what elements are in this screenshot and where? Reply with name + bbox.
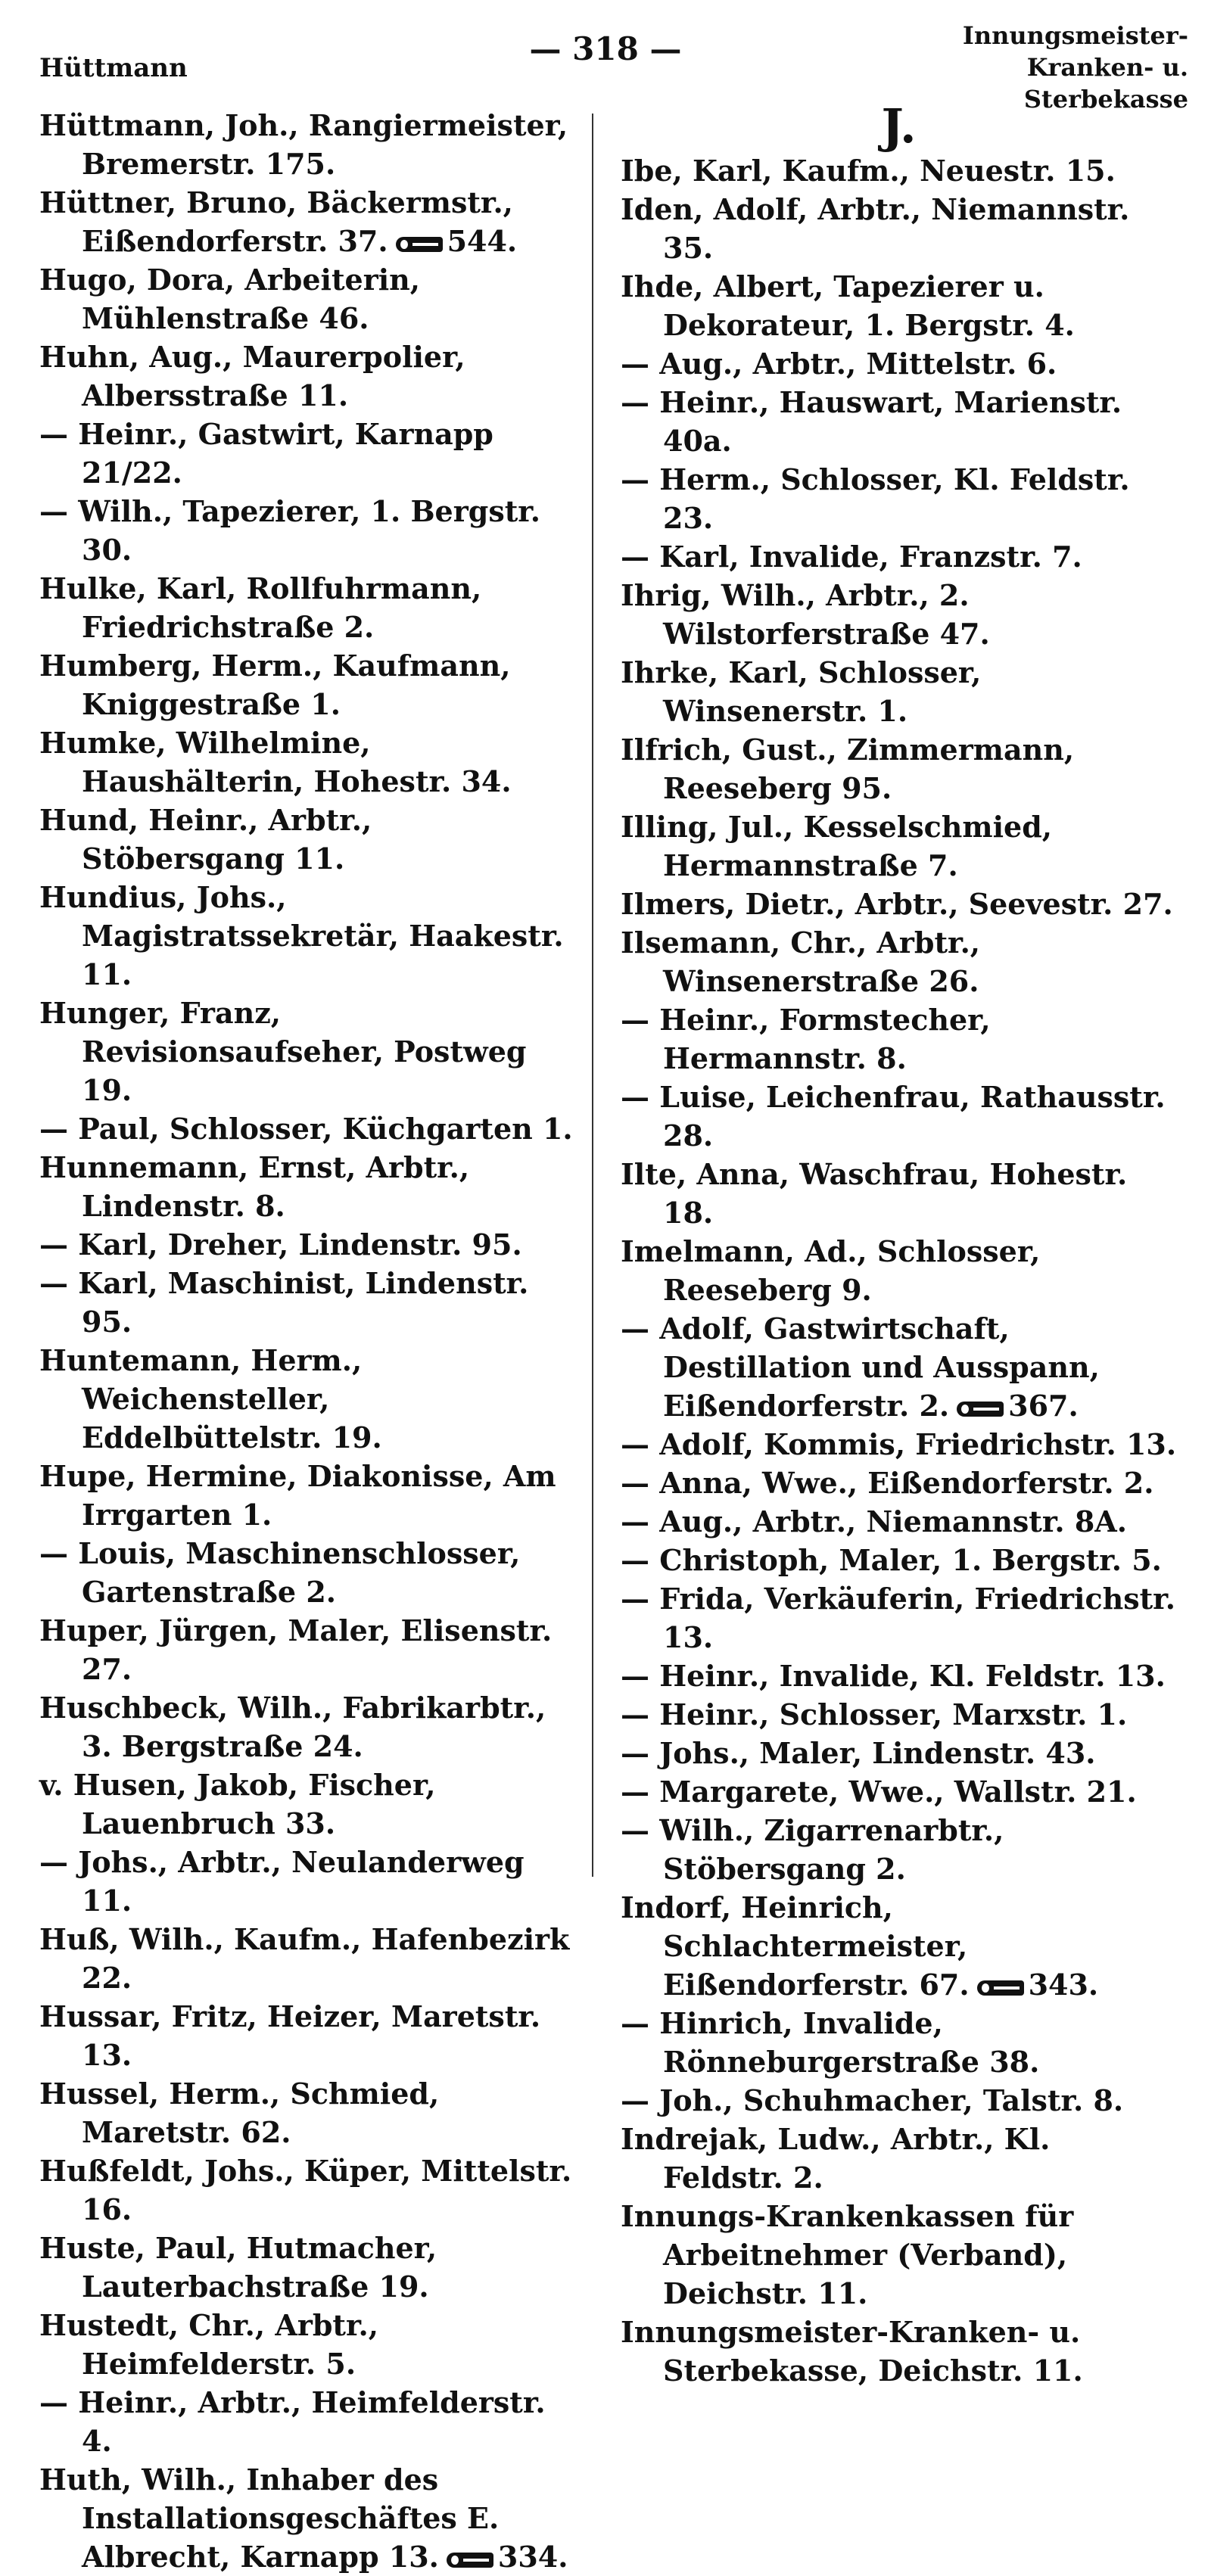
entry-text: Ihrke, Karl, Schlosser, Winsenerstr. 1. (621, 655, 982, 728)
directory-entry (39, 1688, 578, 1766)
directory-entry (621, 807, 1177, 885)
entry-text: — Karl, Invalide, Franzstr. 7. (621, 540, 1082, 574)
directory-entry (39, 1457, 578, 1534)
directory-entry (621, 1811, 1177, 1888)
directory-entry (621, 383, 1177, 460)
entry-text: Ilfrich, Gust., Zimmermann, Reeseberg 95. (621, 733, 1075, 805)
entry-text: Huper, Jürgen, Maler, Elisenstr. 27. (39, 1613, 553, 1686)
entry-text: Ilmers, Dietr., Arbtr., Seevestr. 27. (621, 887, 1173, 921)
directory-entry (621, 344, 1177, 383)
directory-entry (39, 106, 578, 183)
directory-entry (621, 1232, 1177, 1309)
entry-text: Huste, Paul, Hutmacher, Lauterbachstraße 19. (39, 2231, 437, 2304)
entry-text: — Louis, Maschinenschlosser, Gartenstraße 2. (39, 1536, 521, 1609)
entry-text: — Heinr., Gastwirt, Karnapp 21/22. (39, 417, 493, 490)
entry-text: Hüttmann, Joh., Rangiermeister, Bremerstr. 175. (39, 108, 568, 181)
entry-text: Hußfeldt, Johs., Küper, Mittelstr. 16. (39, 2154, 572, 2226)
entry-text: — Johs., Arbtr., Neulanderweg 11. (39, 1845, 525, 1918)
directory-entry (621, 1309, 1177, 1425)
directory-entry (39, 1766, 578, 1843)
entry-text: Hundius, Johs., Magistratssekretär, Haakestr. 11. (39, 880, 564, 991)
directory-entry (621, 2004, 1177, 2081)
directory-entry (39, 723, 578, 801)
entry-text: — Karl, Maschinist, Lindenstr. 95. (39, 1266, 529, 1339)
phone-number: 334. (497, 2540, 568, 2574)
directory-entry (39, 878, 578, 994)
directory-entry (621, 1078, 1177, 1155)
directory-entry (39, 994, 578, 1109)
entry-text: Hustedt, Chr., Arbtr., Heimfelderstr. 5. (39, 2308, 378, 2381)
directory-entry (621, 190, 1177, 267)
directory-entry (39, 1997, 578, 2074)
directory-entry (39, 2460, 578, 2576)
entry-text: — Aug., Arbtr., Mittelstr. 6. (621, 347, 1057, 381)
directory-entry (39, 646, 578, 723)
section-letter: J. (881, 98, 917, 154)
entry-text: Hussar, Fritz, Heizer, Maretstr. 13. (39, 1999, 541, 2072)
directory-entry (39, 1225, 578, 1264)
entry-text: Ilsemann, Chr., Arbtr., Winsenerstraße 26. (621, 926, 981, 998)
entry-text: — Christoph, Maler, 1. Bergstr. 5. (621, 1543, 1162, 1577)
directory-entry (39, 1534, 578, 1611)
entry-text: Huntemann, Herm., Weichensteller, Eddelbüttelstr. 19. (39, 1343, 382, 1454)
directory-entry (621, 1502, 1177, 1541)
entry-text: Ihrig, Wilh., Arbtr., 2. Wilstorferstraße 47. (621, 578, 990, 651)
entry-text: Humke, Wilhelmine, Haushälterin, Hohestr. 34. (39, 726, 512, 798)
entry-text: — Karl, Dreher, Lindenstr. 95. (39, 1227, 522, 1262)
directory-entry (39, 2074, 578, 2151)
entry-text: — Hinrich, Invalide, Rönneburgerstraße 38. (621, 2006, 1040, 2079)
entry-text: Hulke, Karl, Rollfuhrmann, Friedrichstraße 2. (39, 571, 482, 644)
telephone-icon (977, 1980, 1024, 1996)
entry-text: Humberg, Herm., Kaufmann, Kniggestraße 1. (39, 649, 511, 721)
entry-text: — Heinr., Hauswart, Marienstr. 40a. (621, 385, 1122, 458)
directory-entry (621, 1000, 1177, 1078)
directory-entry (621, 576, 1177, 653)
entry-text: Imelmann, Ad., Schlosser, Reeseberg 9. (621, 1234, 1041, 1307)
directory-entry (39, 1264, 578, 1341)
entry-text: Ibe, Karl, Kaufm., Neuestr. 15. (621, 154, 1116, 188)
entry-text: — Aug., Arbtr., Niemannstr. 8A. (621, 1504, 1127, 1538)
entry-text: Hunger, Franz, Revisionsaufseher, Postweg 19. (39, 996, 527, 1107)
entry-text: v. Husen, Jakob, Fischer, Lauenbruch 33. (39, 1768, 436, 1840)
directory-entry (39, 260, 578, 338)
directory-entry (39, 2151, 578, 2229)
directory-entry (39, 1109, 578, 1148)
right-column-entries (621, 151, 1177, 2390)
entry-text: Hugo, Dora, Arbeiterin, Mühlenstraße 46. (39, 263, 421, 335)
telephone-icon (957, 1402, 1004, 1417)
directory-entry (621, 267, 1177, 344)
telephone-icon (396, 237, 443, 252)
phone-number: 343. (1028, 1968, 1099, 2002)
directory-entry (39, 183, 578, 260)
entry-text: — Wilh., Zigarrenarbtr., Stöbersgang 2. (621, 1813, 1004, 1886)
entry-text: — Adolf, Kommis, Friedrichstr. 13. (621, 1427, 1177, 1461)
directory-entry (621, 2081, 1177, 2120)
directory-entry (621, 2120, 1177, 2197)
entry-text: — Margarete, Wwe., Wallstr. 21. (621, 1775, 1137, 1809)
entry-text: — Frida, Verkäuferin, Friedrichstr. 13. (621, 1582, 1175, 1654)
entry-text: — Anna, Wwe., Eißendorferstr. 2. (621, 1466, 1154, 1500)
directory-entry (621, 2197, 1177, 2313)
entry-text: — Heinr., Invalide, Kl. Feldstr. 13. (621, 1659, 1166, 1693)
running-head-right-line1: Innungsmeister- (962, 21, 1188, 50)
entry-text: — Joh., Schuhmacher, Talstr. 8. (621, 2083, 1124, 2117)
directory-entry (39, 1843, 578, 1920)
entry-text: — Paul, Schlosser, Küchgarten 1. (39, 1112, 573, 1146)
entry-text: Indorf, Heinrich, Schlachtermeister, Eißendorferstr. 67. (621, 1890, 970, 2002)
directory-entry (39, 1611, 578, 1688)
directory-entry (621, 1541, 1177, 1579)
entry-text: Huhn, Aug., Maurerpolier, Albersstraße 11. (39, 340, 465, 412)
directory-entry (621, 1772, 1177, 1811)
entry-text: Ihde, Albert, Tapezierer u. Dekorateur, 1. Bergstr. 4. (621, 269, 1075, 342)
directory-entry (621, 885, 1177, 923)
entry-text: — Johs., Maler, Lindenstr. 43. (621, 1736, 1096, 1770)
directory-entry (621, 537, 1177, 576)
directory-entry (39, 338, 578, 415)
directory-entry (621, 1695, 1177, 1734)
directory-entry (621, 1425, 1177, 1464)
entry-text: — Luise, Leichenfrau, Rathausstr. 28. (621, 1080, 1166, 1153)
page-number: — 318 — (529, 30, 682, 67)
directory-entry (39, 2229, 578, 2306)
entry-text: — Heinr., Arbtr., Heimfelderstr. 4. (39, 2385, 546, 2458)
entry-text: Huschbeck, Wilh., Fabrikarbtr., 3. Bergstraße 24. (39, 1691, 546, 1763)
entry-text: Ilte, Anna, Waschfrau, Hohestr. 18. (621, 1157, 1128, 1230)
entry-text: Innungsmeister-Kranken- u. Sterbekasse, Deichstr. 11. (621, 2315, 1083, 2388)
left-column (39, 106, 578, 2576)
directory-entry (39, 801, 578, 878)
directory-entry (39, 1920, 578, 1997)
directory-entry (621, 151, 1177, 190)
entry-text: Huth, Wilh., Inhaber des Installationsgeschäftes E. Albrecht, Karnapp 13. (39, 2462, 500, 2574)
directory-entry (621, 923, 1177, 1000)
entry-text: Hussel, Herm., Schmied, Maretstr. 62. (39, 2077, 440, 2149)
directory-entry (39, 1148, 578, 1225)
telephone-icon (447, 2553, 493, 2568)
entry-text: — Herm., Schlosser, Kl. Feldstr. 23. (621, 462, 1130, 535)
directory-entry (621, 1464, 1177, 1502)
directory-entry (39, 2306, 578, 2383)
phone-number: 544. (447, 224, 518, 258)
entry-text: Iden, Adolf, Arbtr., Niemannstr. 35. (621, 192, 1130, 265)
phone-number: 367. (1008, 1389, 1079, 1423)
directory-entry (621, 1888, 1177, 2004)
entry-text: — Heinr., Formstecher, Hermannstr. 8. (621, 1003, 991, 1075)
directory-entry (621, 730, 1177, 807)
entry-text: Hund, Heinr., Arbtr., Stöbersgang 11. (39, 803, 372, 876)
directory-entry (621, 460, 1177, 537)
directory-entry (39, 569, 578, 646)
directory-entry (621, 1734, 1177, 1772)
directory-entry (621, 653, 1177, 730)
directory-entry (621, 1155, 1177, 1232)
directory-entry (39, 492, 578, 569)
directory-entry (39, 1341, 578, 1457)
entry-text: Indrejak, Ludw., Arbtr., Kl. Feldstr. 2. (621, 2122, 1051, 2195)
entry-text: Innungs-Krankenkassen für Arbeitnehmer (Verband), Deichstr. 11. (621, 2199, 1074, 2310)
entry-text: Hupe, Hermine, Diakonisse, Am Irrgarten 1. (39, 1459, 556, 1532)
directory-entry (621, 1579, 1177, 1657)
entry-text: Huß, Wilh., Kaufm., Hafenbezirk 22. (39, 1922, 570, 1995)
entry-text: Illing, Jul., Kesselschmied, Hermannstraße 7. (621, 810, 1053, 882)
directory-entry (39, 2383, 578, 2460)
running-head-right-line2: Kranken- u. Sterbekasse (1023, 53, 1188, 114)
entry-text: — Heinr., Schlosser, Marxstr. 1. (621, 1697, 1128, 1731)
directory-entry (621, 1657, 1177, 1695)
entry-text: — Adolf, Gastwirtschaft, Destillation und Ausspann, Eißendorferstr. 2. (621, 1311, 1100, 1423)
directory-entry (621, 2313, 1177, 2390)
right-column (621, 98, 1177, 2390)
column-divider (592, 114, 593, 1877)
entry-text: Hüttner, Bruno, Bäckermstr., Eißendorferstr. 37. (39, 185, 513, 258)
running-head-left: Hüttmann (39, 53, 188, 83)
directory-entry (39, 415, 578, 492)
entry-text: Hunnemann, Ernst, Arbtr., Lindenstr. 8. (39, 1150, 470, 1223)
entry-text: — Wilh., Tapezierer, 1. Bergstr. 30. (39, 494, 541, 567)
